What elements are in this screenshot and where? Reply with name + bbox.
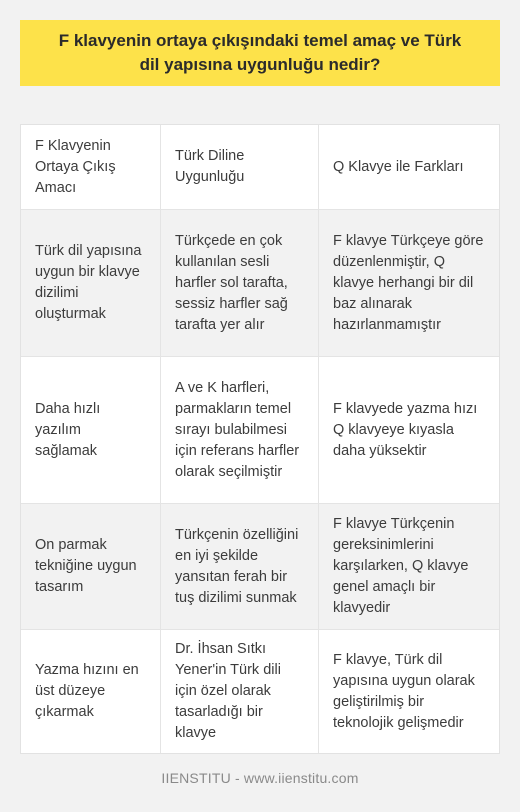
footer-credit: IIENSTITU - www.iienstitu.com bbox=[161, 770, 359, 786]
table-row bbox=[21, 504, 499, 630]
table-cell: Türk dil yapısına uygun bir klavye dizilimi oluşturmak bbox=[21, 210, 161, 356]
table-row bbox=[21, 630, 499, 753]
table-cell: Dr. İhsan Sıtkı Yener'in Türk dili için özel olarak tasarladığı bir klavye bbox=[161, 630, 319, 753]
table-row bbox=[21, 357, 499, 504]
table-header-row bbox=[21, 125, 499, 210]
table-row bbox=[21, 210, 499, 357]
table-cell: F klavye Türkçeye göre düzenlenmiştir, Q klavye herhangi bir dil baz alınarak hazırlanmamıştır bbox=[333, 232, 484, 333]
header-cell: Q Klavye ile Farkları bbox=[333, 158, 464, 175]
table-cell: F klavye, Türk dil yapısına uygun olarak geliştirilmiş bir teknolojik gelişmedir bbox=[333, 651, 475, 731]
table-cell: Türkçede en çok kullanılan sesli harfler sol tarafta, sessiz harfler sağ tarafta yer alır bbox=[161, 210, 319, 356]
table-cell: F klavye Türkçenin gereksinimlerini karşılarken, Q klavye genel amaçlı bir klavyedir bbox=[333, 516, 469, 616]
table-cell: A ve K harfleri, parmakların temel sırayı bulabilmesi için referans harfler olarak seçilmiştir bbox=[161, 357, 319, 503]
table-cell: F klavyede yazma hızı Q klavyeye kıyasla daha yüksektir bbox=[333, 400, 478, 459]
page-title: F klavyenin ortaya çıkışındaki temel amaç ve Türk dil yapısına uygunluğu nedir? bbox=[20, 20, 500, 86]
header-cell: F Klavyenin Ortaya Çıkış Amacı bbox=[21, 125, 161, 209]
comparison-table bbox=[20, 124, 500, 754]
table-cell: Daha hızlı yazılım sağlamak bbox=[21, 357, 161, 503]
header-cell: Türk Diline Uygunluğu bbox=[161, 125, 319, 209]
table-cell: On parmak tekniğine uygun tasarım bbox=[21, 504, 161, 629]
table-cell: Yazma hızını en üst düzeye çıkarmak bbox=[21, 630, 161, 753]
table-cell: Türkçenin özelliğini en iyi şekilde yansıtan ferah bir tuş dizilimi sunmak bbox=[161, 504, 319, 629]
